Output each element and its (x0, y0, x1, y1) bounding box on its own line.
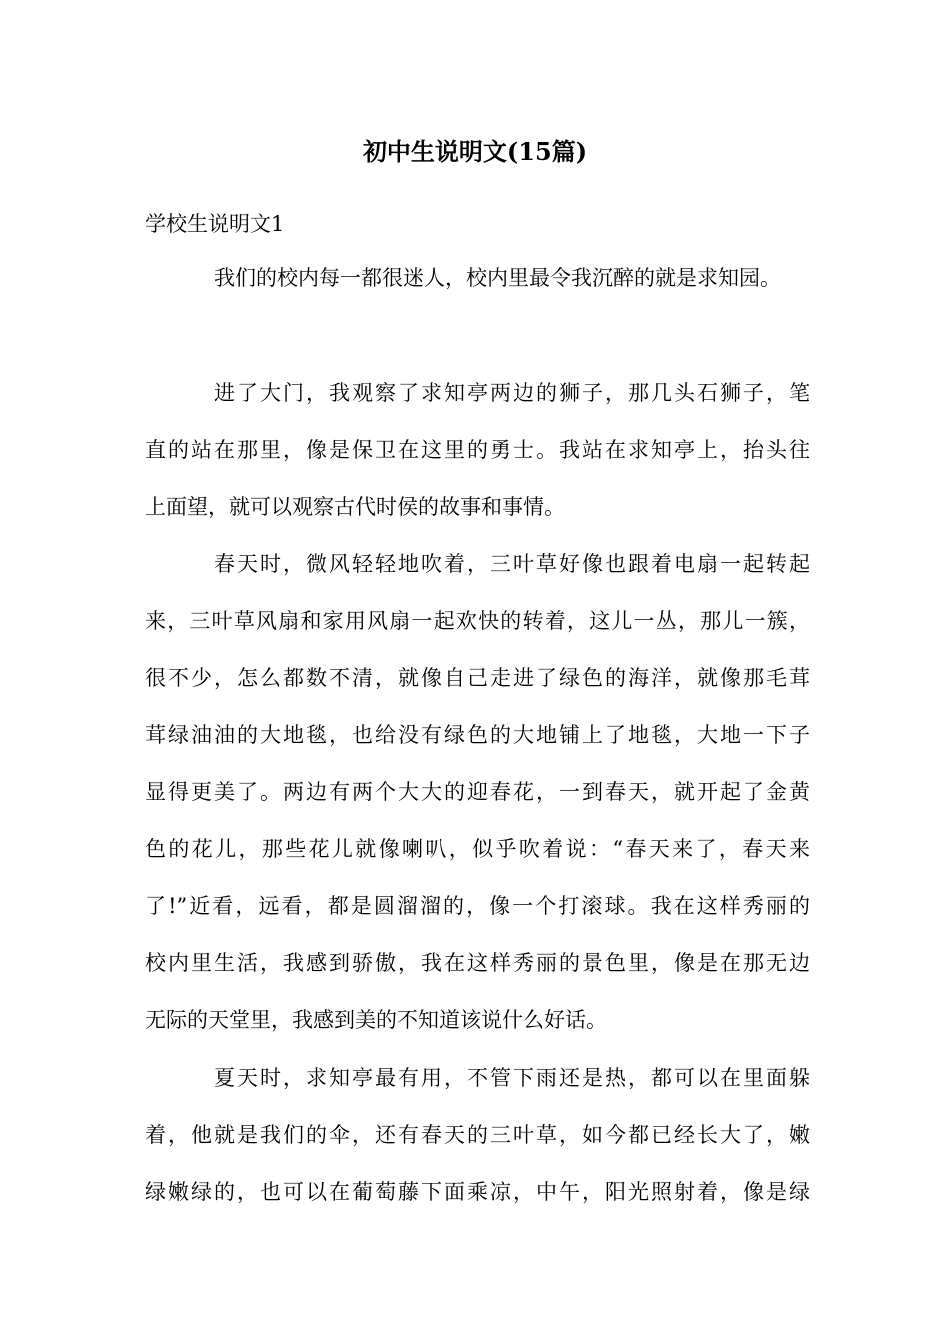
paragraph-line: 进了大门，我观察了求知亭两边的狮子，那几头石狮子，笔 (214, 381, 810, 405)
paragraph-line: 着，他就是我们的伞，还有春天的三叶草，如今都已经长大了，嫩 (145, 1123, 810, 1147)
paragraph-line: 茸绿油油的大地毯，也给没有绿色的大地铺上了地毯，大地一下子 (145, 723, 810, 747)
paragraph-line: 直的站在那里，像是保卫在这里的勇士。我站在求知亭上，抬头往 (145, 438, 810, 462)
paragraph-line: 无际的天堂里，我感到美的不知道该说什么好话。 (145, 1008, 607, 1032)
paragraph-line: 色的花儿，那些花儿就像喇叭，似乎吹着说：“春天来了，春天来 (145, 837, 810, 861)
paragraph-line: 夏天时，求知亭最有用，不管下雨还是热，都可以在里面躲 (214, 1066, 810, 1090)
paragraph-line: 很不少，怎么都数不清，就像自己走进了绿色的海洋，就像那毛茸 (145, 666, 810, 690)
paragraph-line: 春天时，微风轻轻地吹着，三叶草好像也跟着电扇一起转起 (214, 552, 810, 576)
section-heading: 学校生说明文1 (145, 212, 285, 236)
paragraph-line: 上面望，就可以观察古代时侯的故事和事情。 (145, 495, 565, 519)
paragraph-line: 校内里生活，我感到骄傲，我在这样秀丽的景色里，像是在那无边 (145, 951, 810, 975)
paragraph-line: 绿嫩绿的，也可以在葡萄藤下面乘凉，中午，阳光照射着，像是绿 (145, 1180, 810, 1204)
paragraph-line: 显得更美了。两边有两个大大的迎春花，一到春天，就开起了金黄 (145, 780, 810, 804)
paragraph-line: 我们的校内每一都很迷人，校内里最令我沉醉的就是求知园。 (214, 266, 781, 290)
paragraph-line: 来，三叶草风扇和家用风扇一起欢快的转着，这儿一丛，那儿一簇， (145, 609, 810, 633)
paragraph-line: 了!”近看，远看，都是圆溜溜的，像一个打滚球。我在这样秀丽的 (145, 894, 810, 918)
page-title: 初中生说明文(15篇) (362, 137, 588, 166)
